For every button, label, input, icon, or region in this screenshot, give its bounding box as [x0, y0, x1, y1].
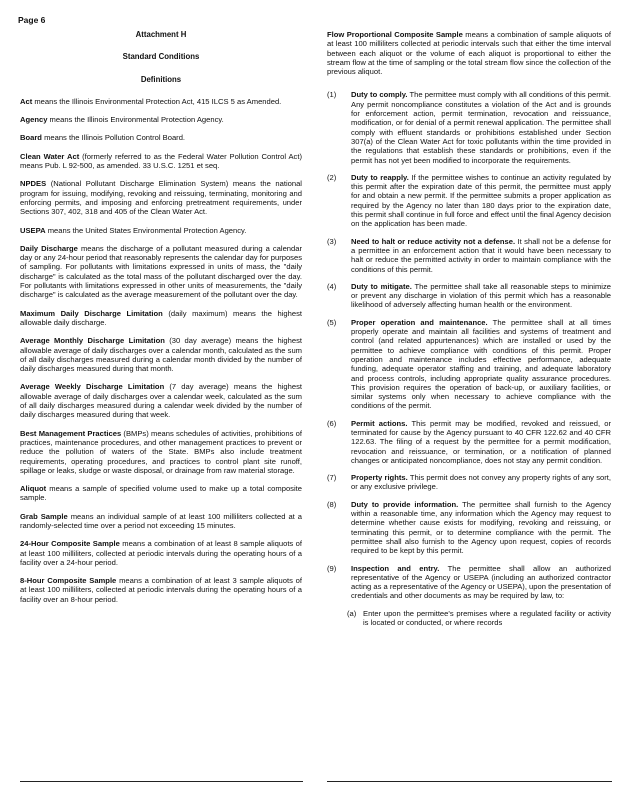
definition-text: means the Illinois Pollution Control Board. [41, 133, 186, 143]
page-label: Page 6 [18, 15, 46, 25]
definition-text: means an individual sample of at least 100 milliliters collected at a randomly-selected time over a period not exceeding 15 minutes. [20, 511, 302, 530]
condition-text: If the permittee wishes to continue an activity regulated by this permit after the expiration date of this permit, the permittee must apply for and obtain a new permit. If the permittee submits a proper application as required by the Agency no later than 180 days prior to the expiration date, this permit shall continue in full force and effect until the final Agency decision on the application has been made. [351, 172, 611, 229]
definition-term: Maximum Daily Discharge Limitation [20, 308, 163, 318]
condition-text: It shall not be a defense for a permittee in an enforcement action that it would have been necessary to halt or reduce the permitted activity in order to maintain compliance with the conditions of this permit. [351, 236, 611, 274]
condition-body [351, 90, 611, 164]
condition-title: Duty to comply. [351, 90, 408, 100]
condition-text: This permit may be modified, revoked and reissued, or terminated for cause by the Agency pursuant to 40 CFR 122.62 and 40 CFR 122.63. The filing of a request by the permittee for a permit modification, revocation and reissuance, or termination, or a notification of planned changes or anticipated noncompliance, does not stay any permit condition. [351, 418, 611, 465]
definition-term: Grab Sample [20, 511, 68, 521]
definition-text: means a sample of specified volume used to make up a total composite sample. [20, 484, 302, 503]
condition-item [327, 282, 611, 310]
condition-body [351, 173, 611, 229]
standard-conditions-heading: Standard Conditions [122, 52, 200, 62]
condition-item [327, 90, 611, 164]
condition-number: (5) [327, 317, 337, 327]
definition-text: (National Pollutant Discharge Elimination System) means the national program for issuing, modifying, revoking and reissuing, terminating, monitoring and enforcing permits, and imposing and enforcing pretreatment requirements, under Sections 307, 402, 318 and 405 of the Clean Water Act. [20, 179, 302, 217]
definition [20, 512, 302, 531]
condition-title: Duty to mitigate. [351, 281, 412, 291]
definition [20, 382, 302, 419]
condition-item [327, 419, 611, 465]
definitions-list [20, 97, 302, 604]
definition [20, 336, 302, 373]
definition-term: Average Weekly Discharge Limitation [20, 382, 165, 392]
definition [20, 179, 302, 216]
condition-number: (1) [327, 90, 337, 100]
flow-proportional-definition [327, 30, 611, 76]
definitions-heading: Definitions [140, 74, 182, 84]
footer-rule-right [327, 781, 612, 782]
condition-body [351, 318, 611, 411]
left-column [20, 30, 302, 613]
definition-text: means a combination of at least 8 sample aliquots of at least 100 milliliters, collected at periodic intervals during the operating hours of a facility over a 24-hour period. [20, 539, 302, 567]
definition-term: Board [20, 133, 42, 143]
definition [20, 226, 302, 235]
definition-text: (BMPs) means schedules of activities, prohibitions of practices, maintenance procedures, and other management practices to prevent or reduce the pollution of waters of the State. BMPs also include treatment requirements, operating procedures, and practices to control plant site runoff, spillage or leaks, sludge or waste disposal, or drainage from raw material storage. [20, 428, 303, 475]
condition-number: (8) [327, 499, 337, 509]
definition-term: Flow Proportional Composite Sample [327, 30, 463, 39]
condition-number: (4) [327, 281, 337, 291]
definition-term: Daily Discharge [20, 243, 78, 253]
condition-title: Duty to reapply. [351, 172, 409, 182]
definition-text: means a combination of at least 3 sample aliquots of at least 100 milliliters, collected at periodic intervals during the operating hours of a facility over an 8-hour period. [20, 576, 303, 604]
condition-item [327, 318, 611, 411]
definition [20, 244, 302, 300]
definition-text: (7 day average) means the highest allowable average of daily discharges over a calendar week, calculated as the sum of all daily discharges measured during a calendar week divided by the number of daily discharges measured during that week. [20, 382, 302, 420]
definition-term: NPDES [20, 179, 47, 189]
sub-item-number: (a) [347, 608, 357, 618]
definition-term: 24-Hour Composite Sample [20, 539, 120, 549]
conditions-list [327, 90, 611, 600]
definition-term: Best Management Practices [20, 428, 122, 438]
definition [20, 484, 302, 503]
condition-number: (7) [327, 473, 337, 483]
definition-term: Act [20, 96, 33, 106]
definition [20, 539, 302, 567]
condition-text: This permit does not convey any property rights of any sort, or any exclusive privilege. [351, 473, 611, 492]
definition-term: Aliquot [20, 484, 47, 494]
condition-item [327, 500, 611, 556]
condition-body [351, 282, 611, 310]
definition-text: (formerly referred to as the Federal Water Pollution Control Act) means Pub. L 92-500, as amended. 33 U.S.C. 1251 et seq. [20, 151, 302, 171]
definition-text: means a combination of sample aliquots of at least 100 milliliters collected at periodic intervals such that either the time interval between each aliquot or the volume of each aliquot is proportional to either the stream flow at the time of sampling or the total stream flow since the collection of the previous aliquot. [327, 30, 611, 77]
condition-body [351, 237, 611, 274]
definition-term: Agency [20, 115, 48, 125]
definition [20, 309, 302, 328]
condition-number: (3) [327, 236, 337, 246]
condition-sub-item [347, 609, 611, 628]
condition-item [327, 473, 611, 492]
definition-text: (daily maximum) means the highest allowable daily discharge. [20, 308, 302, 327]
definition-text: means the United States Environmental Protection Agency. [45, 225, 247, 235]
condition-text: The permittee must comply with all conditions of this permit. Any permit noncompliance constitutes a violation of the Act and is grounds for enforcement action, permit termination, revocation and reissuance, modification, or for denial of a permit renewal application. The permittee shall comply with effluent standards or prohibitions established under Section 307(a) of the Clean Water Act for toxic pollutants within the time provided in the regulations that establish these standards or prohibitions, even if the permit has not yet been modified to incorporate the requirements. [351, 90, 611, 165]
condition-body [351, 419, 611, 465]
condition-text: The permittee shall at all times properly operate and maintain all facilities and systems of treatment and control (and related appurtenances) which are installed or used by the permittee to achieve compliance with conditions of this permit. Proper operation and maintenance includes effective performance, adequate funding, adequate operator staffing and training, and adequate laboratory and process controls, including appropriate quality assurance procedures. This provision requires the operation of back-up, or auxiliary facilities, or similar systems only when necessary to achieve compliance with the conditions of the permit. [351, 317, 611, 411]
definition-text: means the Illinois Environmental Protection Act, 415 ILCS 5 as Amended. [32, 96, 282, 106]
definition [20, 97, 302, 106]
definition-term: 8-Hour Composite Sample [20, 576, 117, 586]
condition-item [327, 564, 611, 601]
definition [20, 133, 302, 142]
condition-title: Proper operation and maintenance. [351, 317, 488, 327]
definition [20, 115, 302, 124]
footer-rule-left [20, 781, 303, 782]
definition [20, 152, 302, 171]
condition-title: Property rights. [351, 473, 408, 483]
condition-text: The permittee shall take all reasonable steps to minimize or prevent any discharge in violation of this permit which has a reasonable likelihood of adversely affecting human health or the environment. [351, 281, 611, 310]
definition-term: Average Monthly Discharge Limitation [20, 336, 165, 346]
condition-title: Duty to provide information. [351, 499, 459, 509]
definition-term: USEPA [20, 225, 46, 235]
condition-item [327, 173, 611, 229]
condition-title: Need to halt or reduce activity not a defense. [351, 236, 516, 246]
definition [20, 429, 302, 475]
condition-body [351, 564, 611, 601]
definition-text: means the Illinois Environmental Protection Agency. [47, 115, 224, 125]
condition-body [351, 500, 611, 556]
definition-term: Clean Water Act [20, 151, 80, 161]
right-column [327, 30, 611, 627]
condition-body [351, 473, 611, 492]
attachment-heading: Attachment H [135, 30, 187, 39]
condition-text: The permittee shall furnish to the Agency within a reasonable time, any information which the Agency may request to determine whether cause exists for modifying, revoking and reissuing, or terminating this permit, or to determine compliance with the permit. The permittee shall also furnish to the Agency upon request, copies of records required to be kept by this permit. [351, 499, 611, 556]
condition-number: (9) [327, 563, 337, 573]
condition-number: (6) [327, 418, 337, 428]
condition-title: Permit actions. [351, 418, 408, 428]
condition-title: Inspection and entry. [351, 563, 440, 573]
definition-text: means the discharge of a pollutant measured during a calendar day or any 24-hour period that reasonably represents the calendar day for purposes of sampling. For pollutants with limitations expressed in units of mass, the "daily discharge" is calculated as the total mass of the pollutant discharged over the day. For pollutants with limitations expressed in other units of measurements, the "daily discharge" is calculated as the average measurement of the pollutant over the day. [20, 243, 302, 300]
condition-item [327, 237, 611, 274]
condition-number: (2) [327, 172, 337, 182]
condition-text: The permittee shall allow an authorized representative of the Agency or USEPA (including an authorized contractor acting as a representative of the Agency or USEPA), upon the presentation of credentials and other documents as may be required by law, to: [351, 563, 612, 601]
definition-text: (30 day average) means the highest allowable average of daily discharges over a calendar month, calculated as the sum of all daily discharges measured during a calendar month divided by the number of daily discharges measured during that month. [20, 336, 303, 374]
definition [20, 576, 302, 604]
sub-item-text: Enter upon the permittee's premises where a regulated facility or activity is located or conducted, or where records [363, 608, 611, 628]
